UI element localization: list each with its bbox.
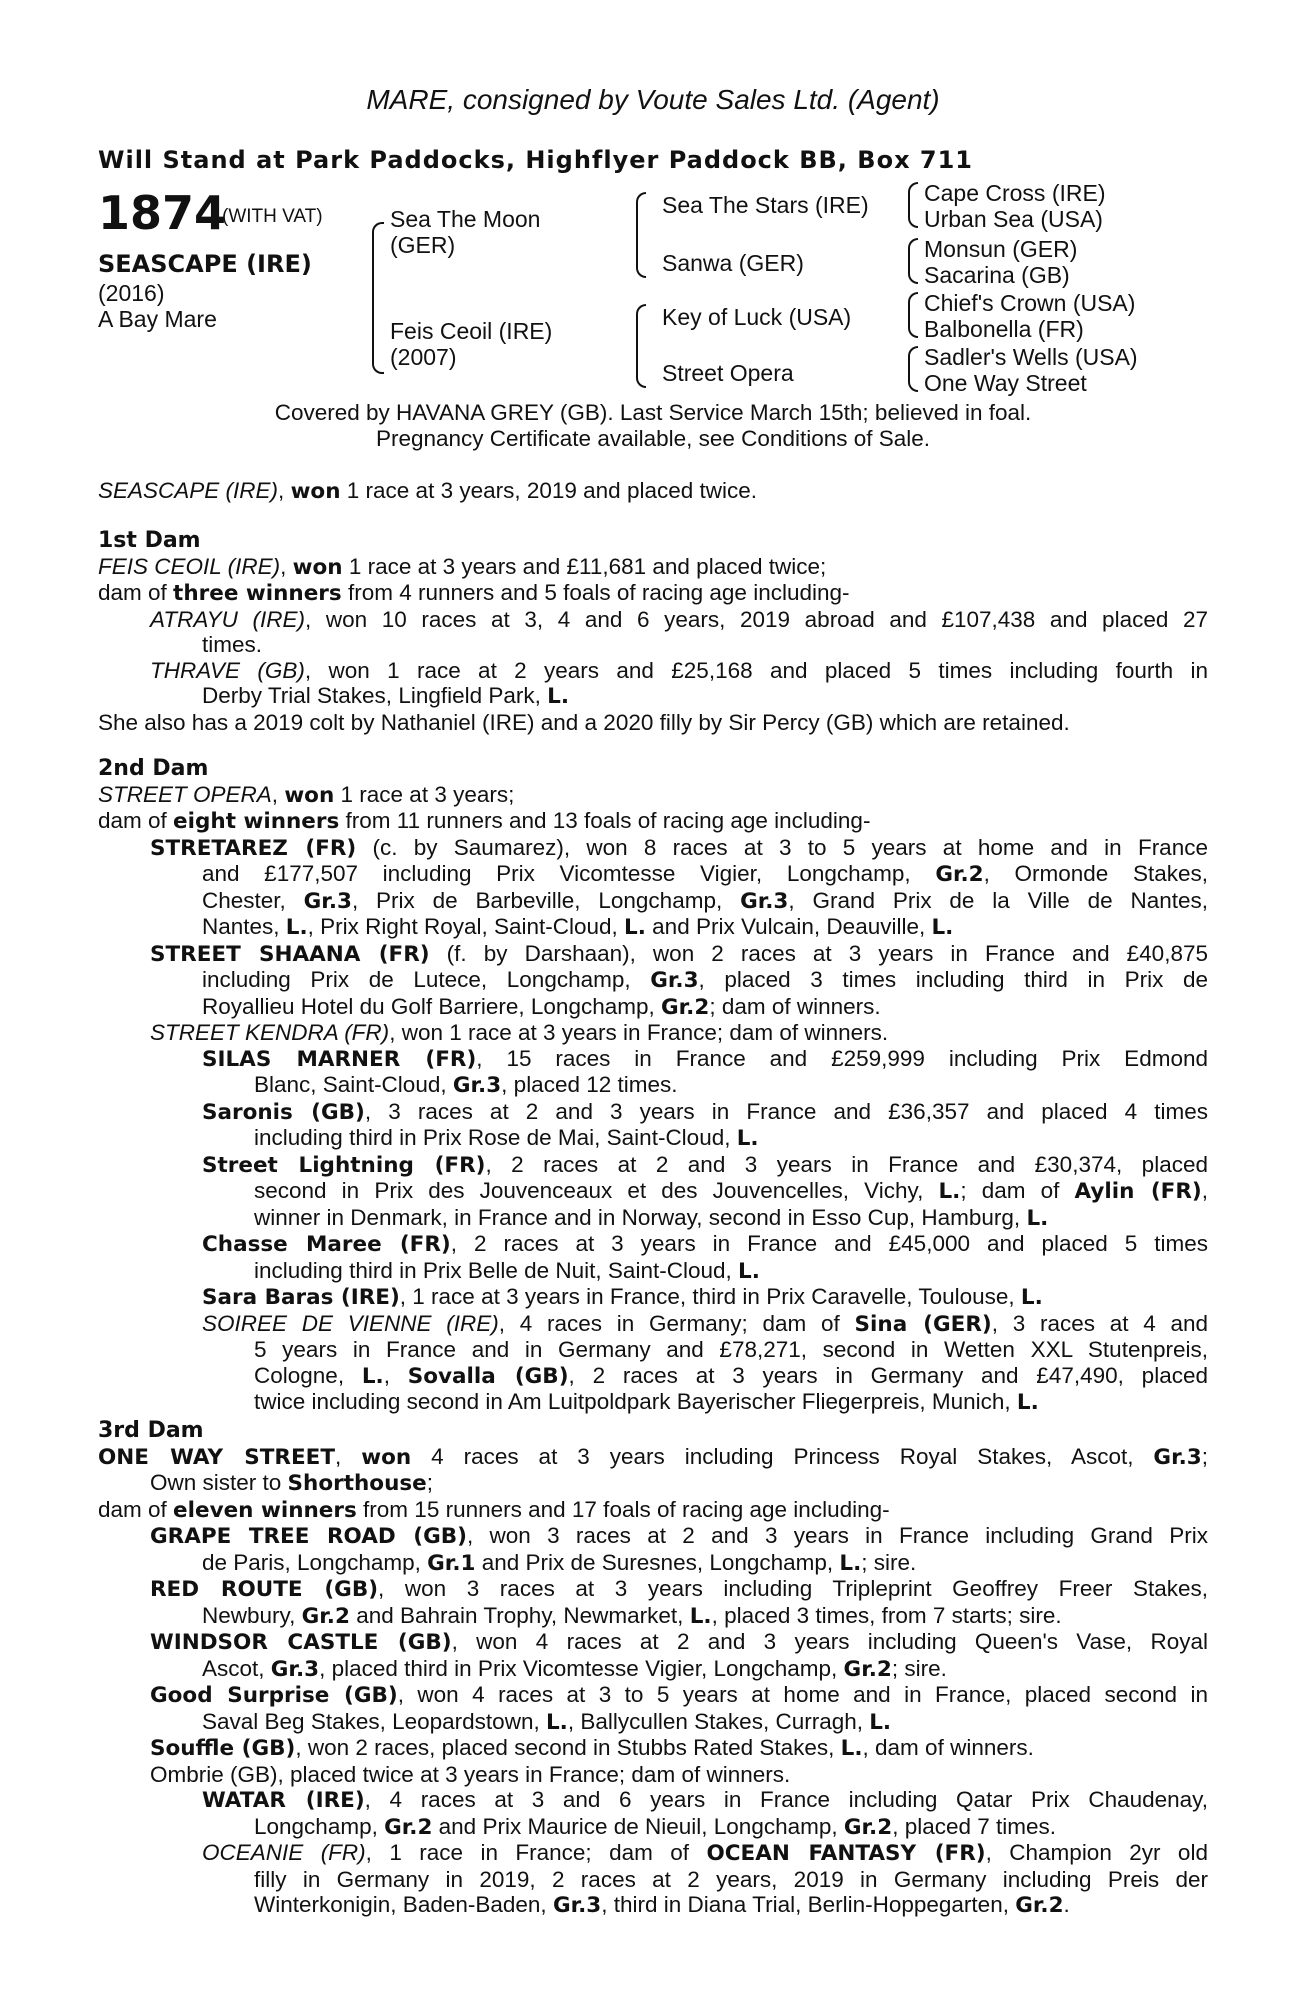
- list-item: STREET KENDRA (FR), won 1 race at 3 years in France; dam of winners.: [150, 1020, 889, 1045]
- list-item-cont: Cologne, L., Sovalla (GB), 2 races at 3 years in Germany and £47,490, placed: [254, 1362, 1208, 1389]
- covered-line: Covered by HAVANA GREY (GB). Last Service March 15th; believed in foal.: [274, 400, 1032, 425]
- pedigree-sds: Monsun (GER): [924, 236, 1078, 262]
- list-item: Sara Baras (IRE), 1 race at 3 years in France, third in Prix Caravelle, Toulouse, L.: [202, 1284, 1043, 1310]
- list-item-cont: filly in Germany in 2019, 2 races at 2 years, 2019 in Germany including Preis der: [254, 1866, 1208, 1892]
- list-item: Good Surprise (GB), won 4 races at 3 to 5 years at home and in France, placed second in: [150, 1682, 1208, 1708]
- pedigree-dam: Feis Ceoil (IRE): [390, 318, 553, 344]
- vat-note: (WITH VAT): [222, 206, 323, 227]
- pedigree-sire-dam: Sanwa (GER): [662, 250, 804, 276]
- pedigree-brace: [636, 304, 646, 388]
- racing-summary: [98, 478, 1208, 505]
- pedigree-brace: [908, 238, 918, 284]
- list-item-cont: times.: [202, 632, 263, 657]
- list-item-cont: Chester, Gr.3, Prix de Barbeville, Longchamp, Gr.3, Grand Prix de la Ville de Nantes,: [202, 887, 1208, 914]
- pedigree-ssd: Urban Sea (USA): [924, 206, 1103, 232]
- horse-name: SEASCAPE (IRE): [98, 250, 312, 278]
- list-item-cont: 5 years in France and in Germany and £78,271, second in Wetten XXL Stutenpreis,: [254, 1337, 1208, 1362]
- pedigree-sss: Cape Cross (IRE): [924, 180, 1106, 206]
- lot-number: 1874: [98, 186, 227, 240]
- list-item: STRETAREZ (FR) (c. by Saumarez), won 8 races at 3 to 5 years at home and in France: [150, 834, 1208, 861]
- section-heading: 3rd Dam: [98, 1418, 204, 1443]
- pedigree-sire-sire: Sea The Stars (IRE): [662, 192, 869, 218]
- list-item-cont: Royallieu Hotel du Golf Barriere, Longchamp, Gr.2; dam of winners.: [202, 993, 881, 1020]
- dam-line: ONE WAY STREET, won 4 races at 3 years including Princess Royal Stakes, Ascot, Gr.3;: [98, 1443, 1208, 1470]
- horse-description: A Bay Mare: [98, 306, 217, 332]
- list-item-cont: including third in Prix Belle de Nuit, Saint-Cloud, L.: [254, 1257, 760, 1284]
- retained-note: She also has a 2019 colt by Nathaniel (IRE) and a 2020 filly by Sir Percy (GB) which are retained.: [98, 709, 1070, 735]
- list-item-cont: winner in Denmark, in France and in Norway, second in Esso Cup, Hamburg, L.: [254, 1204, 1049, 1231]
- list-item-cont: Derby Trial Stakes, Lingfield Park, L.: [202, 683, 570, 709]
- dam-produce-line: dam of three winners from 4 runners and 5 foals of racing age including-: [98, 580, 850, 606]
- horse-summary: SEASCAPE (IRE), won 1 race at 3 years, 2019 and placed twice.: [98, 478, 758, 504]
- pedigree-dam-dam: Street Opera: [662, 360, 794, 386]
- pedigree-brace: [908, 182, 918, 228]
- sister-line: Own sister to Shorthouse;: [150, 1470, 434, 1496]
- list-item: Ombrie (GB), placed twice at 3 years in France; dam of winners.: [150, 1761, 791, 1787]
- list-item-cont: and £177,507 including Prix Vicomtesse Vigier, Longchamp, Gr.2, Ormonde Stakes,: [202, 861, 1208, 887]
- list-item: OCEANIE (FR), 1 race in France; dam of OCEAN FANTASY (FR), Champion 2yr old: [202, 1840, 1208, 1866]
- list-item: THRAVE (GB), won 1 race at 2 years and £25,168 and placed 5 times including fourth in: [150, 657, 1208, 683]
- consignor-line: MARE, consigned by Voute Sales Ltd. (Agent): [366, 84, 940, 115]
- section-heading: 1st Dam: [98, 528, 201, 553]
- list-item: GRAPE TREE ROAD (GB), won 3 races at 2 and 3 years in France including Grand Prix: [150, 1523, 1208, 1549]
- pedigree-brace: [636, 192, 646, 278]
- list-item: Souffle (GB), won 2 races, placed second in Stubbs Rated Stakes, L., dam of winners.: [150, 1735, 1034, 1761]
- pregnancy-line: Pregnancy Certificate available, see Conditions of Sale.: [375, 426, 931, 451]
- list-item: SILAS MARNER (FR), 15 races in France and £259,999 including Prix Edmond: [202, 1045, 1208, 1072]
- pedigree-dsd: Balbonella (FR): [924, 316, 1084, 342]
- dam-produce-line: dam of eight winners from 11 runners and 13 foals of racing age including-: [98, 808, 871, 834]
- pedigree-sdd: Sacarina (GB): [924, 262, 1070, 288]
- pedigree-brace: [372, 222, 384, 374]
- list-item: WATAR (IRE), 4 races at 3 and 6 years in France including Qatar Prix Chaudenay,: [202, 1787, 1208, 1813]
- list-item-cont: Ascot, Gr.3, placed third in Prix Vicomtesse Vigier, Longchamp, Gr.2; sire.: [202, 1655, 947, 1682]
- list-item: RED ROUTE (GB), won 3 races at 3 years including Tripleprint Geoffrey Freer Stakes,: [150, 1576, 1208, 1602]
- list-item: ATRAYU (IRE), won 10 races at 3, 4 and 6 years, 2019 abroad and £107,438 and placed 27: [150, 606, 1208, 632]
- list-item: Saronis (GB), 3 races at 2 and 3 years in France and £36,357 and placed 4 times: [202, 1098, 1208, 1125]
- dam-line: FEIS CEOIL (IRE), won 1 race at 3 years and £11,681 and placed twice;: [98, 553, 827, 580]
- list-item: STREET SHAANA (FR) (f. by Darshaan), won 2 races at 3 years in France and £40,875: [150, 940, 1208, 967]
- pedigree-dss: Chief's Crown (USA): [924, 290, 1136, 316]
- list-item-cont: Blanc, Saint-Cloud, Gr.3, placed 12 times.: [254, 1072, 678, 1098]
- horse-year: (2016): [98, 280, 165, 306]
- pedigree-ddd: One Way Street: [924, 370, 1087, 396]
- list-item: Chasse Maree (FR), 2 races at 3 years in France and £45,000 and placed 5 times: [202, 1231, 1208, 1257]
- list-item-cont: Nantes, L., Prix Right Royal, Saint-Cloud, L. and Prix Vulcain, Deauville, L.: [202, 914, 954, 940]
- dam-produce-line: dam of eleven winners from 15 runners and 17 foals of racing age including-: [98, 1496, 890, 1523]
- list-item-cont: including third in Prix Rose de Mai, Saint-Cloud, L.: [254, 1125, 759, 1151]
- list-item: SOIREE DE VIENNE (IRE), 4 races in Germany; dam of Sina (GER), 3 races at 4 and: [202, 1310, 1209, 1337]
- list-item-cont: Newbury, Gr.2 and Bahrain Trophy, Newmarket, L., placed 3 times, from 7 starts; sire.: [202, 1602, 1062, 1629]
- list-item-cont: including Prix de Lutece, Longchamp, Gr.3, placed 3 times including third in Prix de: [202, 967, 1208, 993]
- pedigree-dam-year: (2007): [390, 344, 457, 370]
- dam-line: STREET OPERA, won 1 race at 3 years;: [98, 781, 515, 808]
- second-dam-section: [98, 756, 1208, 1416]
- first-dam-section: [98, 528, 1208, 735]
- pedigree-brace: [908, 292, 918, 338]
- covered-note: [98, 400, 1208, 452]
- list-item-cont: twice including second in Am Luitpoldpark Bayerischer Fliegerpreis, Munich, L.: [254, 1389, 1039, 1415]
- pedigree-dam-sire: Key of Luck (USA): [662, 304, 852, 330]
- stand-location: Will Stand at Park Paddocks, Highflyer Paddock BB, Box 711: [98, 146, 973, 174]
- list-item-cont: Saval Beg Stakes, Leopardstown, L., Ballycullen Stakes, Curragh, L.: [202, 1708, 892, 1735]
- list-item-cont: de Paris, Longchamp, Gr.1 and Prix de Suresnes, Longchamp, L.; sire.: [202, 1549, 917, 1576]
- pedigree-dds: Sadler's Wells (USA): [924, 344, 1138, 370]
- list-item-cont: Winterkonigin, Baden-Baden, Gr.3, third in Diana Trial, Berlin-Hoppegarten, Gr.2.: [254, 1892, 1070, 1918]
- pedigree-sire: Sea The Moon: [390, 206, 541, 232]
- list-item: WINDSOR CASTLE (GB), won 4 races at 2 and 3 years including Queen's Vase, Royal: [150, 1629, 1209, 1655]
- pedigree-brace: [908, 346, 918, 392]
- third-dam-section: [98, 1418, 1208, 1919]
- list-item: Street Lightning (FR), 2 races at 2 and 3 years in France and £30,374, placed: [202, 1151, 1208, 1178]
- section-heading: 2nd Dam: [98, 756, 209, 781]
- list-item-cont: Longchamp, Gr.2 and Prix Maurice de Nieuil, Longchamp, Gr.2, placed 7 times.: [254, 1813, 1057, 1840]
- pedigree-sire-country: (GER): [390, 232, 456, 258]
- list-item-cont: second in Prix des Jouvenceaux et des Jouvencelles, Vichy, L.; dam of Aylin (FR),: [254, 1178, 1208, 1204]
